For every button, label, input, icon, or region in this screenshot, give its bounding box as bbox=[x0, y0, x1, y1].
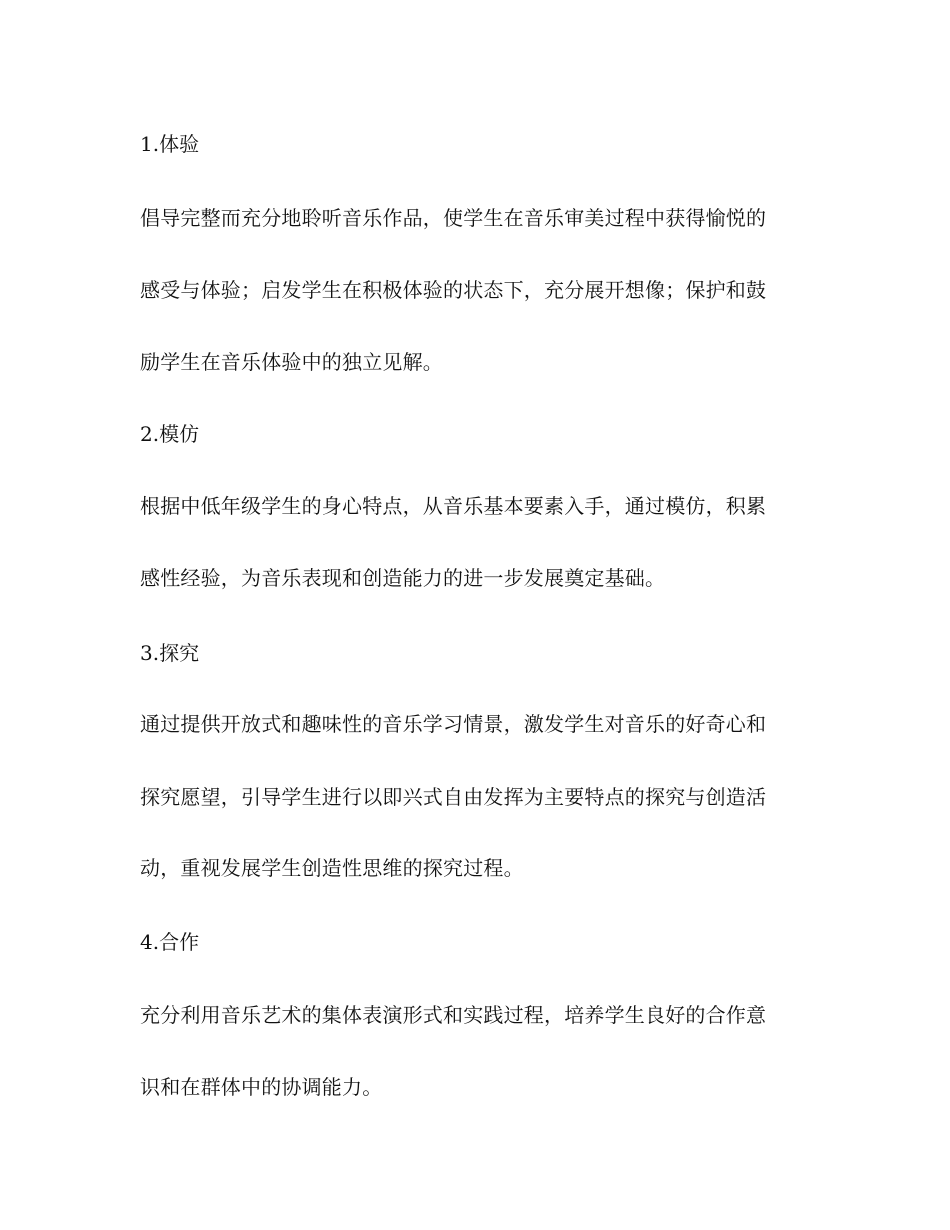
section-2-line-1: 根据中低年级学生的身心特点，从音乐基本要素入手，通过模仿，积累 bbox=[140, 494, 767, 518]
section-heading-experience: 1.体验 bbox=[140, 132, 200, 156]
section-4-line-2: 识和在群体中的协调能力。 bbox=[140, 1075, 383, 1099]
section-heading-inquiry: 3.探究 bbox=[140, 641, 200, 665]
section-3-line-2: 探究愿望，引导学生进行以即兴式自由发挥为主要特点的探究与创造活 bbox=[140, 785, 767, 809]
section-2-line-2: 感性经验，为音乐表现和创造能力的进一步发展奠定基础。 bbox=[140, 566, 666, 590]
section-1-line-3: 励学生在音乐体验中的独立见解。 bbox=[140, 350, 443, 374]
section-3-line-3: 动，重视发展学生创造性思维的探究过程。 bbox=[140, 856, 524, 880]
section-4-line-1: 充分利用音乐艺术的集体表演形式和实践过程，培养学生良好的合作意 bbox=[140, 1003, 767, 1027]
section-3-line-1: 通过提供开放式和趣味性的音乐学习情景，激发学生对音乐的好奇心和 bbox=[140, 712, 767, 736]
section-1-line-1: 倡导完整而充分地聆听音乐作品，使学生在音乐审美过程中获得愉悦的 bbox=[140, 206, 767, 230]
section-1-line-2: 感受与体验；启发学生在积极体验的状态下，充分展开想像；保护和鼓 bbox=[140, 278, 767, 302]
section-heading-imitation: 2.模仿 bbox=[140, 422, 200, 446]
section-heading-cooperation: 4.合作 bbox=[140, 930, 200, 954]
